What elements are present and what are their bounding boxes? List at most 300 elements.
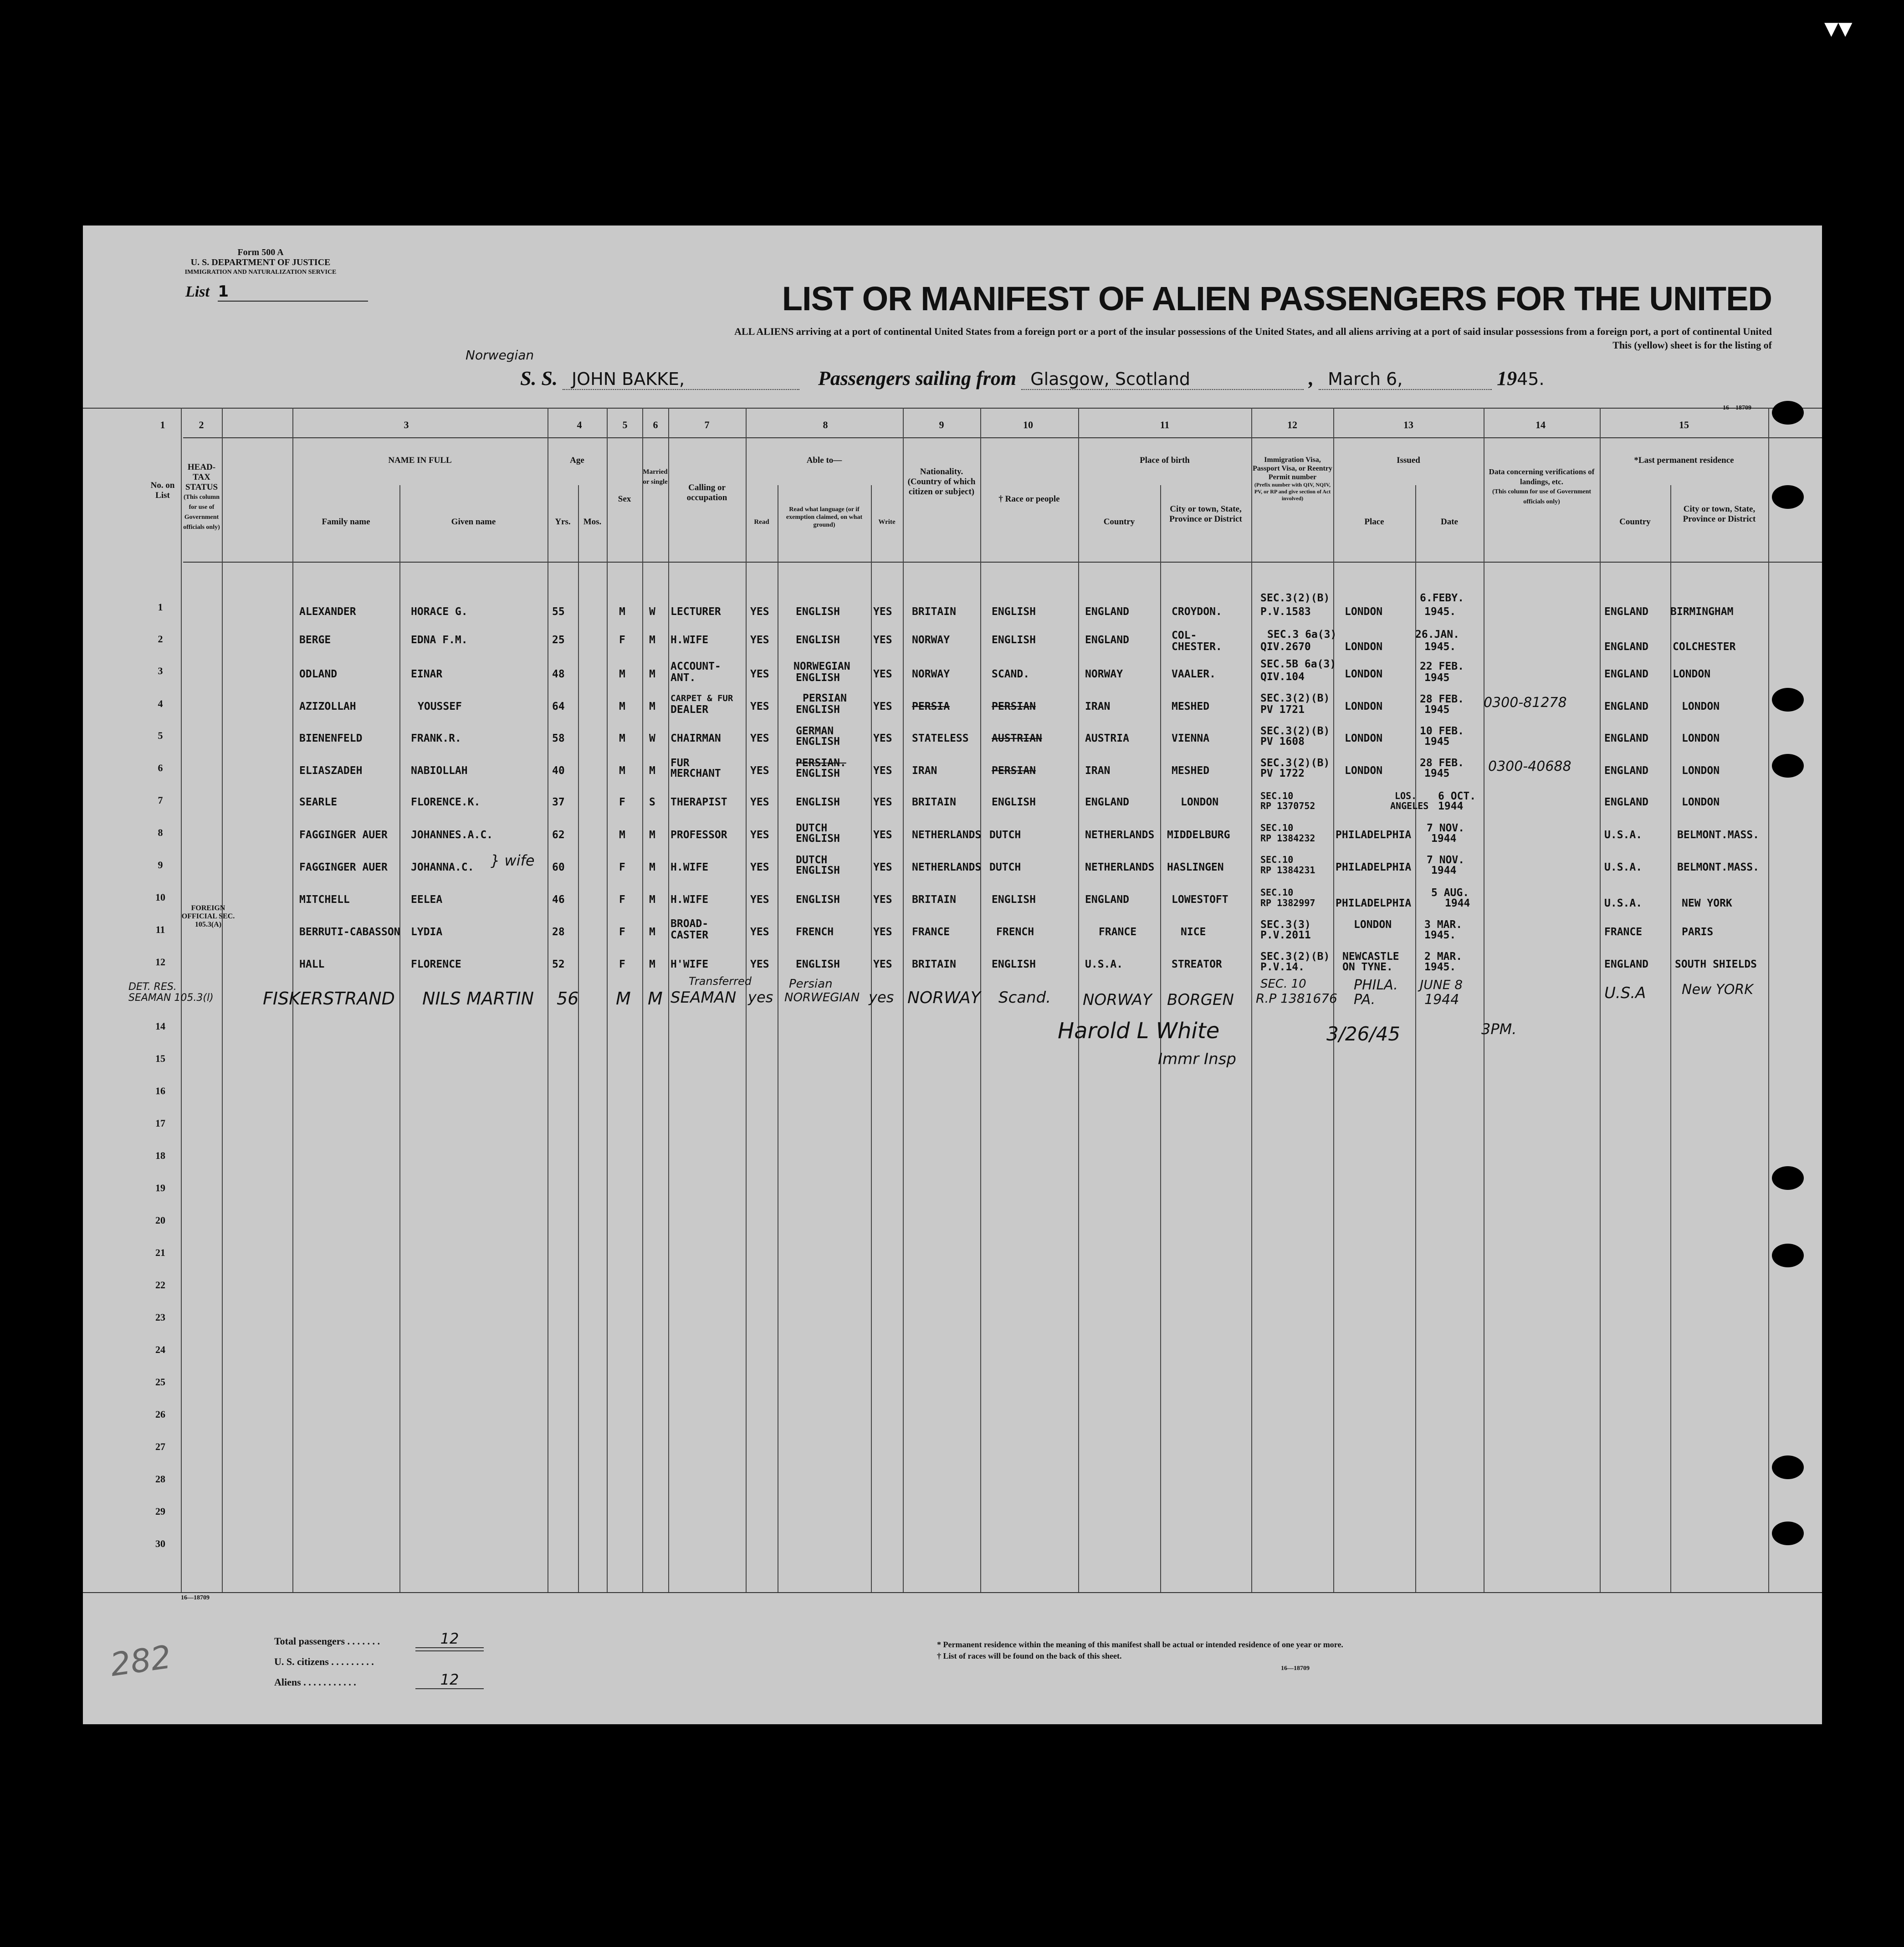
issued-year: 1944	[1431, 833, 1457, 845]
family-name: BERGE	[299, 634, 331, 646]
marital-status: M	[649, 958, 655, 970]
res-country: ENGLAND	[1604, 668, 1648, 680]
issued-date: 28 FEB.	[1420, 693, 1464, 705]
occupation: FUR	[670, 757, 690, 769]
res-city: LONDON	[1682, 701, 1720, 712]
footnote-races: † List of races will be found on the back of this sheet.	[937, 1651, 1122, 1660]
head-issued-date: Date	[1441, 517, 1458, 527]
family-name: BIENENFELD	[299, 733, 363, 744]
total-passengers	[274, 1630, 459, 1647]
language-2: ENGLISH	[796, 704, 840, 716]
row-number: 2	[158, 633, 163, 645]
can-read: YES	[750, 733, 769, 744]
can-write: YES	[873, 861, 892, 873]
nationality: NETHERLANDS	[912, 829, 982, 841]
ship-flag: Norwegian	[466, 348, 534, 363]
ship-name: JOHN BAKKE,	[563, 369, 799, 390]
res-country: ENGLAND	[1604, 701, 1648, 712]
aliens-total	[274, 1671, 459, 1688]
can-read: YES	[750, 765, 769, 777]
given-name: EELEA	[411, 894, 443, 906]
language: PERSIAN.	[796, 757, 846, 769]
head-res-country: Country	[1619, 517, 1651, 527]
binder-hole	[1772, 485, 1804, 509]
language: ENGLISH	[796, 796, 840, 808]
res-city: NEW YORK	[1682, 897, 1732, 909]
marital-status: W	[649, 733, 655, 744]
col-number: 7	[704, 419, 710, 430]
row13-visa-number: R.P 1381676	[1256, 991, 1337, 1006]
birth-country: FRANCE	[1099, 926, 1137, 938]
head-tax-status: FOREIGN OFFICIAL SEC. 105.3(A)	[181, 904, 235, 928]
sailing-date: March 6,	[1319, 369, 1492, 390]
issued-place: LONDON	[1345, 733, 1383, 744]
language: DUTCH	[796, 854, 828, 866]
can-read: YES	[750, 829, 769, 841]
birth-city: COL-	[1172, 630, 1197, 641]
res-city: LONDON	[1682, 765, 1720, 777]
col-number: 8	[823, 419, 828, 430]
nationality: NORWAY	[912, 634, 950, 646]
row-number: 3	[158, 665, 163, 676]
row13-nationality: NORWAY	[907, 989, 981, 1007]
can-write: YES	[873, 926, 892, 938]
form-number: Form 500 A	[237, 247, 284, 257]
issued-place: LONDON	[1345, 668, 1383, 680]
marital-status: M	[649, 894, 655, 906]
age: 37	[552, 796, 565, 808]
sex: F	[619, 894, 625, 906]
marital-status: M	[649, 668, 655, 680]
header-top-rule	[83, 408, 1822, 409]
birth-city: CROYDON.	[1172, 606, 1222, 618]
occupation-2: MERCHANT	[670, 768, 721, 779]
ship-prefix: S. S.	[520, 367, 558, 389]
can-write: YES	[873, 701, 892, 712]
col-line	[399, 485, 400, 1592]
head-visa	[1253, 456, 1332, 502]
visa-number: RP 1384232	[1260, 833, 1315, 844]
issued-place: PHILADELPHIA	[1336, 897, 1412, 909]
birth-country: NETHERLANDS	[1085, 829, 1155, 841]
birth-city: MESHED	[1172, 701, 1210, 712]
form-code-left: 16—18709	[181, 1594, 210, 1601]
col-line	[871, 485, 872, 1592]
occupation-2: DEALER	[670, 704, 709, 716]
race: DUTCH	[989, 829, 1021, 841]
row-number: 14	[155, 1020, 165, 1032]
birth-city: VIENNA	[1172, 733, 1210, 744]
can-write: YES	[873, 733, 892, 744]
row13-visa: SEC. 10	[1260, 977, 1306, 991]
issued-place: LONDON	[1345, 641, 1383, 653]
visa: SEC.3(2)(B)	[1260, 725, 1330, 737]
issued-place-2: ON TYNE.	[1342, 961, 1393, 973]
col-line	[903, 408, 904, 1592]
race: ENGLISH	[992, 634, 1036, 646]
race: AUSTRIAN	[992, 733, 1042, 744]
row-number: 6	[158, 762, 163, 774]
issued-year: 1944	[1438, 800, 1464, 812]
landing-note: (This column for use of Government officials only)	[1492, 488, 1592, 505]
issued-year: 1945	[1424, 672, 1450, 684]
race: ENGLISH	[992, 958, 1036, 970]
birth-city: HASLINGEN	[1167, 861, 1224, 873]
head-residence: *Last permanent residence	[1634, 456, 1734, 465]
family-name: ELIASZADEH	[299, 765, 363, 777]
col-number: 3	[404, 419, 409, 430]
row-number: 24	[155, 1344, 165, 1355]
visa-label: Immigration Visa, Passport Visa, or Reentry Permit number	[1253, 456, 1332, 481]
head-issued: Issued	[1397, 456, 1420, 465]
row-number: 17	[155, 1117, 165, 1129]
issued-year: 1945.	[1424, 606, 1456, 618]
birth-city: LONDON	[1181, 796, 1219, 808]
visa-number: QIV.2670	[1260, 641, 1311, 653]
visa: SEC.10	[1260, 887, 1294, 898]
head-sex: Sex	[618, 494, 631, 504]
can-read: YES	[750, 634, 769, 646]
can-write: YES	[873, 796, 892, 808]
family-name: MITCHELL	[299, 894, 350, 906]
res-city: COLCHESTER	[1673, 641, 1736, 653]
given-name: NABIOLLAH	[411, 765, 468, 777]
issued-date: 2 MAR.	[1424, 951, 1463, 963]
col-line	[1600, 408, 1601, 1592]
row13-age: 56	[557, 989, 579, 1009]
issued-place: LONDON	[1345, 701, 1383, 712]
ship-line	[520, 367, 1545, 390]
given-name: JOHANNES.A.C.	[411, 829, 493, 841]
occupation: BROAD-	[670, 918, 709, 930]
list-label: List	[185, 283, 210, 300]
family-name: HALL	[299, 958, 325, 970]
birth-country: NETHERLANDS	[1085, 861, 1155, 873]
age: 40	[552, 765, 565, 777]
given-name: FLORENCE.K.	[411, 796, 481, 808]
row-number: 10	[155, 892, 165, 903]
age: 25	[552, 634, 565, 646]
form-header	[174, 247, 347, 277]
issued-date: 10 FEB.	[1420, 725, 1464, 737]
landing-note: 0300-40688	[1488, 758, 1571, 774]
head-head-tax	[182, 462, 221, 533]
language: FRENCH	[796, 926, 834, 938]
col-line	[746, 408, 747, 1592]
inspector-signature: Harold L White	[1058, 1018, 1220, 1044]
birth-country: ENGLAND	[1085, 634, 1129, 646]
visa-number: P.V.2011	[1260, 929, 1311, 941]
col-number: 14	[1535, 419, 1546, 430]
head-mos: Mos.	[583, 517, 602, 527]
race: DUTCH	[989, 861, 1021, 873]
occupation: CARPET & FUR	[670, 693, 733, 703]
birth-country: NORWAY	[1085, 668, 1123, 680]
issued-date: 28 FEB.	[1420, 757, 1464, 769]
given-name: YOUSSEF	[418, 701, 462, 712]
visa-number: P.V.1583	[1260, 606, 1311, 618]
total-passengers-value: 12	[415, 1630, 484, 1648]
head-birth-city: City or town, State, Province or District	[1169, 504, 1242, 524]
head-given-name: Given name	[451, 517, 496, 527]
issued-year: 1945.	[1424, 961, 1456, 973]
can-write: YES	[873, 765, 892, 777]
given-name: FLORENCE	[411, 958, 461, 970]
birth-country: ENGLAND	[1085, 606, 1129, 618]
col-number: 1	[160, 419, 165, 430]
res-country: U.S.A.	[1604, 829, 1643, 841]
given-name: JOHANNA.C.	[411, 861, 474, 873]
language: ENGLISH	[796, 958, 840, 970]
head-issued-place: Place	[1364, 517, 1384, 527]
visa: SEC.3 6a(3)	[1267, 629, 1337, 640]
header-bottom-rule	[183, 562, 1822, 563]
signature-title: Immr Insp	[1158, 1050, 1236, 1068]
head-no-on-list: No. on List	[150, 481, 175, 500]
row-number: 9	[158, 859, 163, 871]
age: 28	[552, 926, 565, 938]
year-suffix: 45.	[1517, 369, 1545, 389]
family-name: FAGGINGER AUER	[299, 829, 388, 841]
occupation: H'WIFE	[670, 958, 709, 970]
row13-write: yes	[869, 989, 894, 1006]
age: 62	[552, 829, 565, 841]
landing-note: 0300-81278	[1484, 695, 1567, 711]
head-tax-label: HEAD-TAX STATUS	[185, 462, 218, 492]
table-bottom-rule	[83, 1592, 1822, 1593]
col-number: 6	[653, 419, 658, 430]
col-line	[642, 408, 643, 1592]
notice-line-2: This (yellow) sheet is for the listing of	[1612, 339, 1772, 351]
birth-country: ENGLAND	[1085, 894, 1129, 906]
age: 52	[552, 958, 565, 970]
issued-year: 1945.	[1424, 641, 1456, 653]
birth-country: U.S.A.	[1085, 958, 1123, 970]
head-birth-country: Country	[1103, 517, 1135, 527]
col-number: 10	[1023, 419, 1033, 430]
corner-marks: ▼▼	[1824, 18, 1853, 39]
nationality: FRANCE	[912, 926, 950, 938]
row-number: 11	[155, 924, 165, 935]
visa-number: PV 1721	[1260, 704, 1305, 716]
race: PERSIAN	[992, 765, 1036, 777]
row-number: 8	[158, 827, 163, 838]
visa: SEC.3(3)	[1260, 919, 1311, 931]
binder-hole	[1772, 1244, 1804, 1267]
issued-date: 6.FEBY.	[1420, 592, 1464, 604]
issued-place: PHILADELPHIA	[1336, 829, 1412, 841]
marital-status: M	[649, 634, 655, 646]
visa: SEC.5B 6a(3)	[1260, 658, 1336, 670]
age: 64	[552, 701, 565, 712]
birth-country: IRAN	[1085, 701, 1111, 712]
birth-country: AUSTRIA	[1085, 733, 1129, 744]
row-number: 1	[158, 601, 163, 613]
issued-date: 22 FEB.	[1420, 661, 1464, 672]
row13-res-city: New YORK	[1682, 982, 1753, 998]
occupation: ACCOUNT-	[670, 661, 721, 672]
binder-hole	[1772, 1455, 1804, 1479]
issued-year: 1944	[1445, 897, 1470, 909]
row13-birth-country: NORWAY	[1083, 991, 1152, 1009]
year-prefix: 19	[1497, 367, 1517, 389]
age: 46	[552, 894, 565, 906]
signature-date: 3/26/45	[1326, 1023, 1400, 1045]
occupation: LECTURER	[670, 606, 721, 618]
occupation: H.WIFE	[670, 634, 709, 646]
head-yrs: Yrs.	[555, 517, 571, 527]
footnote-residence: * Permanent residence within the meaning of this manifest shall be actual or intended residence of one year or more.	[937, 1640, 1343, 1649]
head-name-in-full: NAME IN FULL	[388, 456, 452, 465]
visa-number: QIV.104	[1260, 671, 1305, 683]
row13-read: yes	[748, 989, 773, 1006]
visa-number: P.V.14.	[1260, 961, 1305, 973]
visa-number: RP 1384231	[1260, 865, 1315, 876]
dot-leader: . . . . . . . . .	[331, 1656, 374, 1667]
race: ENGLISH	[992, 796, 1036, 808]
family-name: AZIZOLLAH	[299, 701, 356, 712]
manifest-sheet	[83, 225, 1822, 1724]
visa: SEC.10	[1260, 790, 1294, 801]
head-family-name: Family name	[322, 517, 370, 527]
can-read: YES	[750, 958, 769, 970]
row-number: 29	[155, 1506, 165, 1517]
issued-place: LONDON	[1345, 606, 1383, 618]
row13-occupation: SEAMAN	[670, 989, 737, 1007]
head-read-language: Read what language (or if exemption claimed, on what ground)	[786, 506, 863, 528]
nationality: BRITAIN	[912, 958, 956, 970]
given-name: FRANK.R.	[411, 733, 461, 744]
col-line	[668, 408, 669, 1592]
can-read: YES	[750, 668, 769, 680]
visa-number: PV 1722	[1260, 768, 1305, 779]
race: ENGLISH	[992, 606, 1036, 618]
issued-year: 1945	[1424, 704, 1450, 716]
dot-leader: . . . . . . . . . . .	[303, 1676, 356, 1688]
language: ENGLISH	[796, 634, 840, 646]
occupation: THERAPIST	[670, 796, 727, 808]
notice-line-1: ALL ALIENS arriving at a port of continental United States from a foreign port or a port of the insular possessions of the United States, and all aliens arriving at a port of said insular possessions from a foreign port, a port of continental United	[734, 326, 1772, 337]
row13-issued-place-2: PA.	[1354, 992, 1376, 1008]
row13-marital: M	[648, 989, 663, 1009]
can-write: YES	[873, 894, 892, 906]
row-number: 25	[155, 1376, 165, 1388]
language-2: ENGLISH	[796, 768, 840, 779]
issued-date: 3 MAR.	[1424, 919, 1463, 931]
visa: SEC.3(2)(B)	[1260, 592, 1330, 604]
res-country: ENGLAND	[1604, 958, 1648, 970]
birth-city: MESHED	[1172, 765, 1210, 777]
head-occupation: Calling or occupation	[686, 483, 727, 502]
row-number: 23	[155, 1312, 165, 1323]
language-2: ENGLISH	[796, 736, 840, 748]
visa: SEC.3(2)(B)	[1260, 757, 1330, 769]
col-number: 11	[1160, 419, 1170, 430]
aliens-value: 12	[415, 1671, 484, 1689]
nationality: BRITAIN	[912, 894, 956, 906]
given-name: HORACE G.	[411, 606, 468, 618]
col-line	[1251, 408, 1252, 1592]
issued-date: 26.JAN.	[1415, 629, 1459, 640]
birth-city: VAALER.	[1172, 668, 1216, 680]
dot-leader: . . . . . . .	[347, 1635, 380, 1647]
language: ENGLISH	[796, 894, 840, 906]
col-number: 15	[1679, 419, 1689, 430]
marital-status: M	[649, 861, 655, 873]
margin-number: 282	[107, 1638, 174, 1684]
visa: SEC.10	[1260, 854, 1294, 865]
can-write: YES	[873, 668, 892, 680]
birth-country: IRAN	[1085, 765, 1111, 777]
row13-given-name: NILS MARTIN	[422, 989, 534, 1009]
res-country: ENGLAND	[1604, 606, 1648, 618]
family-name: BERRUTI-CABASSON	[299, 926, 400, 938]
col-line	[222, 408, 223, 1592]
list-number-line	[185, 282, 368, 302]
service: IMMIGRATION AND NATURALIZATION SERVICE	[184, 269, 337, 276]
res-country: ENGLAND	[1604, 765, 1648, 777]
visa-number: RP 1382997	[1260, 897, 1315, 908]
row-number: 28	[155, 1473, 165, 1485]
row-number: 27	[155, 1441, 165, 1452]
visa: SEC.3(2)(B)	[1260, 692, 1330, 704]
occupation-2: ANT.	[670, 672, 696, 684]
row-number: 15	[155, 1053, 165, 1064]
family-name: FAGGINGER AUER	[299, 861, 388, 873]
header-mid-rule	[183, 437, 1822, 438]
family-name: ALEXANDER	[299, 606, 356, 618]
row13-language: NORWEGIAN	[784, 991, 860, 1004]
can-read: YES	[750, 926, 769, 938]
row13-race: Scand.	[998, 989, 1051, 1007]
col-line	[578, 485, 579, 1592]
issued-date: 7 NOV.	[1427, 854, 1465, 866]
issued-year: 1945.	[1424, 929, 1456, 941]
sex: F	[619, 634, 625, 646]
row13-birth-city: BORGEN	[1167, 991, 1234, 1009]
visa-number: PV 1608	[1260, 736, 1305, 748]
res-city: LONDON	[1673, 668, 1711, 680]
nationality: NETHERLANDS	[912, 861, 982, 873]
res-city: BELMONT.MASS.	[1677, 829, 1760, 841]
head-tax-note: (This column for use of Government officials only)	[183, 494, 220, 531]
sailing-from: Glasgow, Scotland	[1021, 369, 1304, 390]
comma: ,	[1309, 367, 1314, 389]
birth-city: NICE	[1181, 926, 1206, 938]
row-number: 5	[158, 730, 163, 741]
visa: SEC.3(2)(B)	[1260, 951, 1330, 963]
visa-note: (Prefix number with QIV, NQIV, PV, or RP and give section of Act involved)	[1254, 482, 1331, 502]
wife-note: } wife	[491, 852, 535, 869]
res-country: ENGLAND	[1604, 733, 1648, 744]
can-write: YES	[873, 829, 892, 841]
language: ENGLISH	[796, 606, 840, 618]
visa-number: RP 1370752	[1260, 800, 1315, 811]
row-number: 21	[155, 1247, 165, 1258]
col-number: 12	[1287, 419, 1297, 430]
head-nationality: Nationality. (Country of which citizen or subject)	[907, 467, 976, 497]
birth-city-2: CHESTER.	[1172, 641, 1222, 653]
res-country: ENGLAND	[1604, 796, 1648, 808]
marital-status: M	[649, 765, 655, 777]
res-country: ENGLAND	[1604, 641, 1648, 653]
us-citizens	[274, 1656, 374, 1668]
issued-place: LOS.	[1395, 790, 1417, 801]
marital-status: S	[649, 796, 655, 808]
language: PERSIAN	[803, 692, 847, 704]
row-number: 20	[155, 1214, 165, 1226]
res-city: LONDON	[1682, 733, 1720, 744]
